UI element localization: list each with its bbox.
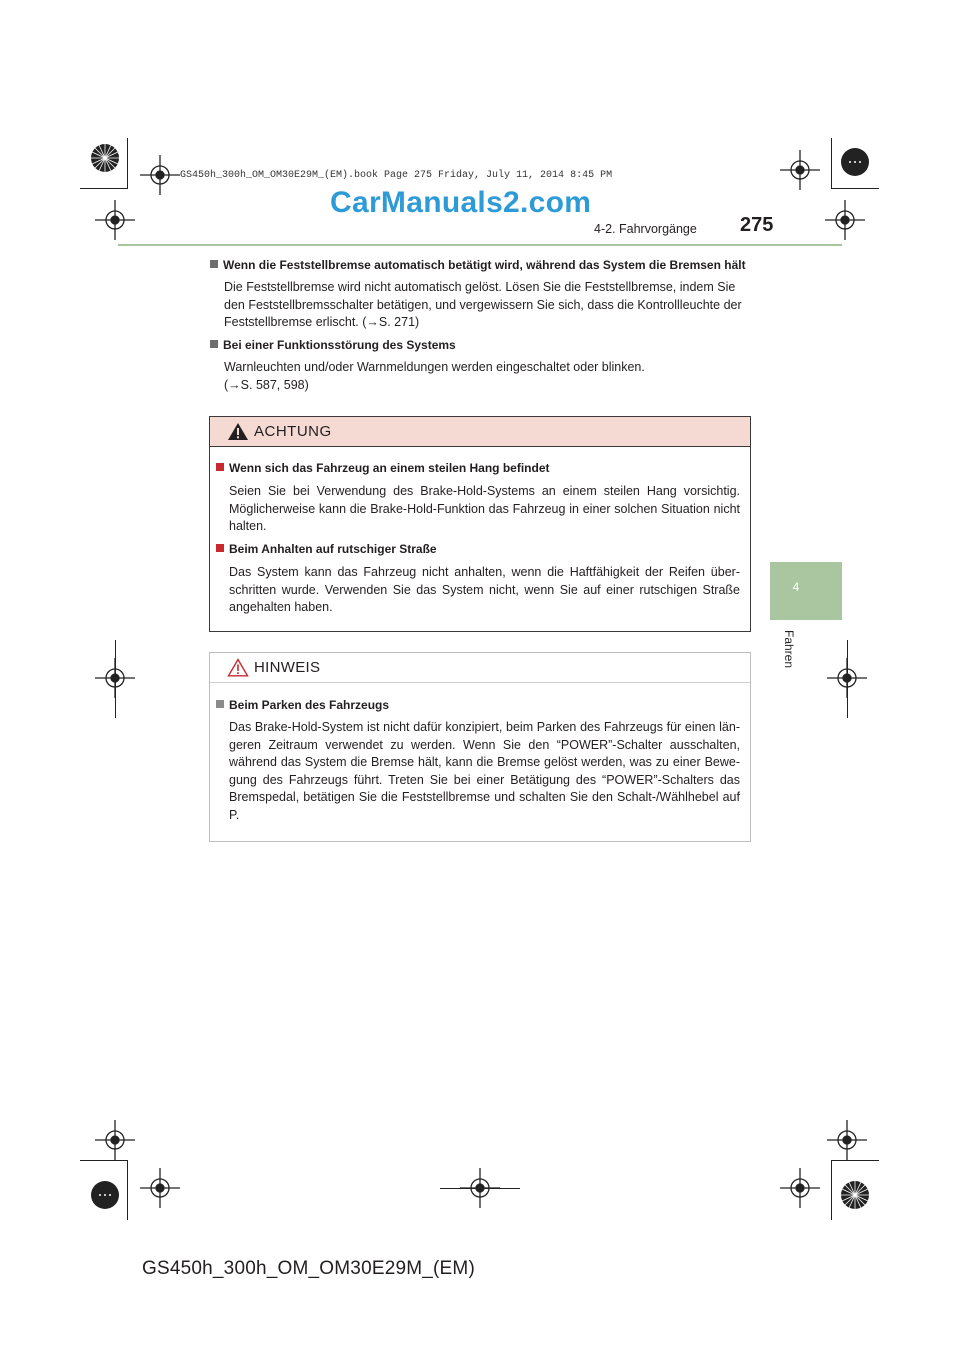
body-paragraph-2: Warnleuchten und/oder Warnmeldungen werden eingeschaltet oder blinken. (→S. 587, 598) [224, 360, 645, 392]
registration-mark-top-crosshair [140, 155, 180, 195]
crop-line [80, 1160, 128, 1161]
caution-triangle-icon [227, 658, 249, 682]
crop-line [831, 188, 879, 189]
book-info-line: GS450h_300h_OM_OM30E29M_(EM).book Page 275 Friday, July 11, 2014 8:45 PM [180, 170, 613, 181]
square-bullet-icon [210, 340, 218, 348]
watermark: CarManuals2.com [330, 186, 592, 219]
note-title: HINWEIS [254, 659, 321, 676]
registration-mark-top-right-crosshair-2 [825, 200, 865, 240]
crop-line [80, 188, 128, 189]
crop-line [440, 1188, 520, 1189]
warning-text-1: Seien Sie bei Verwendung des Brake-Hold-Systems an einem steilen Hang vorsichtig. Möglicherweise kann die Brake-Hold-Funktion das Fahrzeug in einer solchen Situation nicht halten. [229, 484, 740, 534]
crop-line [127, 1160, 128, 1220]
chapter-number: 4 [792, 580, 800, 594]
registration-mark-top-right-crosshair [780, 150, 820, 190]
registration-mark-bottom-left-dot [90, 1180, 120, 1210]
registration-mark-top-right-dot [840, 147, 870, 177]
chapter-tab [770, 562, 842, 620]
header-rule [118, 244, 842, 246]
page-number: 275 [740, 214, 774, 236]
crop-line [847, 640, 848, 718]
crop-line [831, 1160, 879, 1161]
warning-triangle-icon [227, 422, 249, 446]
registration-mark-bottom-right-starburst [840, 1180, 870, 1210]
crop-line [127, 138, 128, 188]
warning-box [209, 416, 751, 632]
registration-mark-bottom-right-crosshair-2 [827, 1120, 867, 1160]
warning-header [210, 417, 750, 447]
section-title: 4-2. Fahrvorgänge [594, 222, 697, 236]
footer-doc-id: GS450h_300h_OM_OM30E29M_(EM) [142, 1258, 475, 1279]
square-bullet-icon [216, 544, 224, 552]
square-bullet-icon [216, 463, 224, 471]
body-paragraph-1: Die Feststellbremse wird nicht automatisch gelöst. Lösen Sie die Feststellbremse, indem Sie den Feststellbremsschalter betätigen, und vergewissern Sie sich, dass die Kontrollleuchte der Feststellbremse erlischt. (→S. 271) [224, 280, 742, 330]
crop-line [831, 138, 832, 188]
square-bullet-icon [210, 260, 218, 268]
note-box [209, 652, 751, 842]
warning-heading-1: Wenn sich das Fahrzeug an einem steilen Hang befindet [216, 461, 550, 475]
note-text-1: Das Brake-Hold-System ist nicht dafür konzipiert, beim Parken des Fahrzeugs für einen län-geren Zeitraum verwendet zu werden. Wenn Sie den “POWER”-Schalter ausschalten, während das System die Bremse hält, kann die Bremse gelöst werden, was zu einer Bewe-gung des Fahrzeugs führt. Treten Sie bei einer Betätigung des “POWER”-Schalters das Bremspedal, betätigen Sie die Feststellbremse und schalten Sie den Schalt-/Wählhebel auf P. [229, 720, 740, 822]
warning-title: ACHTUNG [254, 423, 332, 440]
warning-heading-2: Beim Anhalten auf rutschiger Straße [216, 542, 437, 556]
registration-mark-bottom-left-crosshair-2 [140, 1168, 180, 1208]
chapter-label: Fahren [782, 630, 796, 669]
warning-text-2: Das System kann das Fahrzeug nicht anhalten, wenn die Haftfähigkeit der Reifen über-schritten wurde. Verwenden Sie das System nicht, wenn Sie auf einer rutschigen Straße angehalten haben. [229, 565, 740, 615]
crop-line [831, 1160, 832, 1220]
note-header [210, 653, 750, 683]
crop-line [115, 640, 116, 718]
body-heading-1: Wenn die Feststellbremse automatisch betätigt wird, während das System die Bremsen hält [210, 258, 746, 272]
body-heading-2: Bei einer Funktionsstörung des Systems [210, 338, 456, 352]
square-bullet-icon [216, 700, 224, 708]
registration-mark-top-left-starburst [90, 143, 120, 173]
registration-mark-bottom-left-crosshair [95, 1120, 135, 1160]
registration-mark-top-left-crosshair [95, 200, 135, 240]
note-heading-1: Beim Parken des Fahrzeugs [216, 698, 389, 712]
registration-mark-bottom-right-crosshair [780, 1168, 820, 1208]
